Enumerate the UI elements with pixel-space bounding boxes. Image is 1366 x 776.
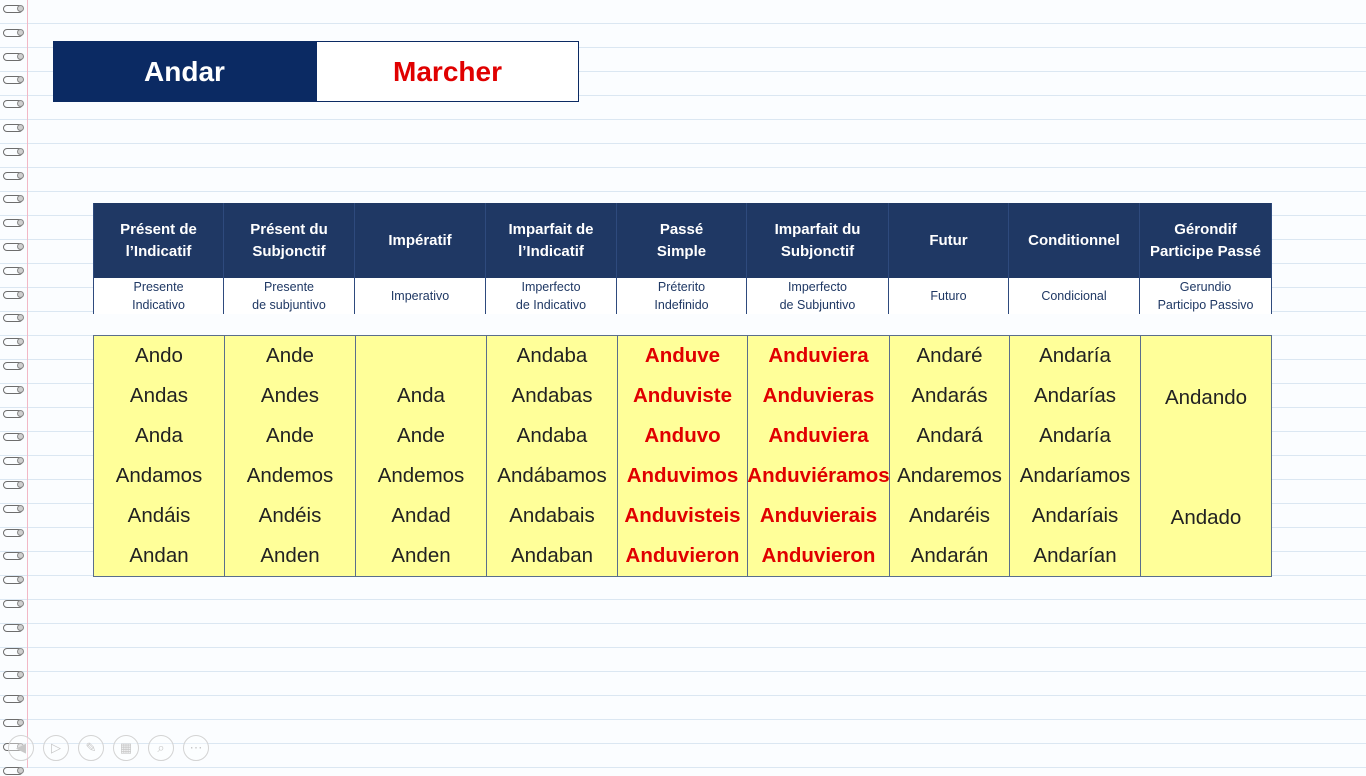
more-options-button[interactable] (183, 735, 209, 761)
spiral-ring (3, 336, 23, 347)
spiral-ring (3, 669, 23, 680)
conjugation-column (225, 336, 356, 576)
conjugation-column (356, 336, 487, 576)
conjugation-cell: Andaría (1039, 344, 1111, 367)
gerund-participle-column (1141, 336, 1271, 576)
pen-button[interactable] (78, 735, 104, 761)
tense-column-header (1140, 203, 1272, 314)
conjugation-cell (356, 336, 486, 376)
tense-name-french: Imparfait de l’Indicatif (486, 203, 616, 278)
slides-grid-icon: ▦ (119, 740, 133, 755)
tense-name-french: Imparfait du Subjonctif (747, 203, 888, 278)
conjugation-cell: Andaban (510, 544, 594, 567)
arrow-left-icon: ◀ (16, 740, 26, 755)
spiral-ring (3, 622, 23, 633)
conjugation-cell: Andan (129, 544, 189, 567)
spiral-ring (3, 3, 23, 14)
conjugation-cell: Andarían (1033, 544, 1117, 567)
spiral-ring (3, 574, 23, 585)
conjugation-cell: Andes (260, 384, 320, 407)
conjugation-cell: Anduvisteis (624, 504, 741, 527)
conjugation-cell: Anduviera (768, 344, 869, 367)
conjugation-column (1010, 336, 1141, 576)
conjugation-cell: Anduvierais (759, 504, 878, 527)
tense-name-french: Impératif (355, 203, 485, 278)
spiral-ring (3, 646, 23, 657)
zoom-button[interactable] (148, 735, 174, 761)
spiral-ring (3, 122, 23, 133)
previous-slide-button[interactable] (8, 735, 34, 761)
conjugation-cell: Anden (260, 544, 320, 567)
conjugation-cell: Anduve (644, 344, 721, 367)
conjugation-cell: Ande (266, 424, 314, 447)
conjugation-cell: Andaríamos (1019, 464, 1131, 487)
conjugation-cell: Anduviéramos (747, 464, 890, 487)
tense-name-spanish: Condicional (1009, 278, 1139, 314)
arrow-right-icon: ▷ (51, 740, 61, 755)
tense-column-header (889, 203, 1009, 314)
conjugation-column (94, 336, 225, 576)
conjugation-cell: Ande (397, 424, 445, 447)
tense-name-french: Conditionnel (1009, 203, 1139, 278)
slides-button[interactable] (113, 735, 139, 761)
spiral-ring (3, 170, 23, 181)
tense-name-french: Passé Simple (617, 203, 746, 278)
conjugation-cell: Andarías (1033, 384, 1117, 407)
spiral-ring (3, 598, 23, 609)
spiral-ring (3, 550, 23, 561)
conjugation-cell: Anduviste (632, 384, 733, 407)
spiral-ring (3, 431, 23, 442)
tense-column-header (1009, 203, 1140, 314)
spiral-ring (3, 51, 23, 62)
conjugation-column (890, 336, 1010, 576)
conjugation-cell: Anduvo (644, 424, 721, 447)
conjugation-column (748, 336, 890, 576)
spiral-ring (3, 455, 23, 466)
notebook-margin-line (27, 0, 28, 768)
conjugation-cell: Andéis (258, 504, 322, 527)
conjugation-cell: Andaríais (1031, 504, 1119, 527)
past-participle-cell: Andado (1170, 506, 1242, 529)
ellipsis-icon: ⋯ (189, 740, 203, 755)
conjugation-cell: Ande (266, 344, 314, 367)
slideshow-toolbar (8, 735, 209, 763)
conjugation-cell: Andaréis (909, 504, 990, 527)
conjugation-column (618, 336, 748, 576)
spiral-ring (3, 527, 23, 538)
conjugation-cell: Andad (391, 504, 451, 527)
tense-header-table (93, 203, 1272, 314)
tense-name-french: Gérondif Participe Passé (1140, 203, 1271, 278)
conjugation-cell: Andemos (377, 464, 465, 487)
spiral-ring (3, 503, 23, 514)
spiral-ring (3, 312, 23, 323)
conjugation-table (93, 335, 1272, 577)
tense-name-french: Présent de l’Indicatif (94, 203, 223, 278)
conjugation-cell: Andaba (516, 344, 588, 367)
spiral-ring (3, 717, 23, 728)
tense-name-spanish: Imperfecto de Indicativo (486, 278, 616, 314)
conjugation-cell: Ando (135, 344, 183, 367)
conjugation-cell: Andará (916, 424, 983, 447)
tense-column-header (93, 203, 224, 314)
conjugation-cell: Andemos (246, 464, 334, 487)
conjugation-cell: Andas (129, 384, 189, 407)
conjugation-cell: Andarán (910, 544, 989, 567)
tense-name-spanish: Gerundio Participo Passivo (1140, 278, 1271, 314)
conjugation-cell: Andaba (516, 424, 588, 447)
spiral-ring (3, 408, 23, 419)
spiral-ring (3, 241, 23, 252)
next-slide-button[interactable] (43, 735, 69, 761)
conjugation-cell: Anda (397, 384, 445, 407)
conjugation-cell: Anda (135, 424, 183, 447)
conjugation-cell: Anden (391, 544, 451, 567)
spiral-ring (3, 289, 23, 300)
tense-column-header (224, 203, 355, 314)
gerund-cell: Andando (1164, 386, 1248, 409)
verb-title-spanish: Andar (53, 41, 316, 102)
conjugation-column (487, 336, 618, 576)
tense-name-spanish: Presente de subjuntivo (224, 278, 354, 314)
tense-column-header (355, 203, 486, 314)
spiral-ring (3, 765, 23, 776)
spiral-ring (3, 98, 23, 109)
conjugation-cell: Andarás (911, 384, 988, 407)
conjugation-cell: Anduvieron (625, 544, 740, 567)
conjugation-cell: Andaré (916, 344, 983, 367)
tense-name-french: Futur (889, 203, 1008, 278)
tense-column-header (617, 203, 747, 314)
conjugation-cell: Andabas (511, 384, 593, 407)
conjugation-cell: Anduvimos (626, 464, 739, 487)
spiral-ring (3, 693, 23, 704)
spiral-ring (3, 479, 23, 490)
spiral-ring (3, 146, 23, 157)
magnifier-icon: ⌕ (157, 740, 165, 755)
tense-name-spanish: Imperativo (355, 278, 485, 314)
tense-column-header (486, 203, 617, 314)
spiral-ring (3, 193, 23, 204)
tense-name-french: Présent du Subjonctif (224, 203, 354, 278)
tense-name-spanish: Imperfecto de Subjuntivo (747, 278, 888, 314)
tense-name-spanish: Futuro (889, 278, 1008, 314)
verb-title-french: Marcher (316, 41, 579, 102)
conjugation-cell: Andabais (509, 504, 595, 527)
pen-icon: ✎ (85, 740, 97, 755)
tense-name-spanish: Presente Indicativo (94, 278, 223, 314)
conjugation-cell: Andábamos (497, 464, 607, 487)
conjugation-cell: Anduvieras (762, 384, 875, 407)
tense-name-spanish: Préterito Indefinido (617, 278, 746, 314)
conjugation-cell: Andáis (127, 504, 191, 527)
tense-column-header (747, 203, 889, 314)
spiral-binding (0, 0, 26, 768)
spiral-ring (3, 217, 23, 228)
conjugation-cell: Andaría (1039, 424, 1111, 447)
spiral-ring (3, 384, 23, 395)
spiral-ring (3, 27, 23, 38)
spiral-ring (3, 74, 23, 85)
conjugation-cell: Andaremos (897, 464, 1002, 487)
conjugation-cell: Anduvieron (761, 544, 876, 567)
conjugation-cell: Andamos (115, 464, 203, 487)
conjugation-cell: Anduviera (768, 424, 869, 447)
spiral-ring (3, 360, 23, 371)
spiral-ring (3, 265, 23, 276)
